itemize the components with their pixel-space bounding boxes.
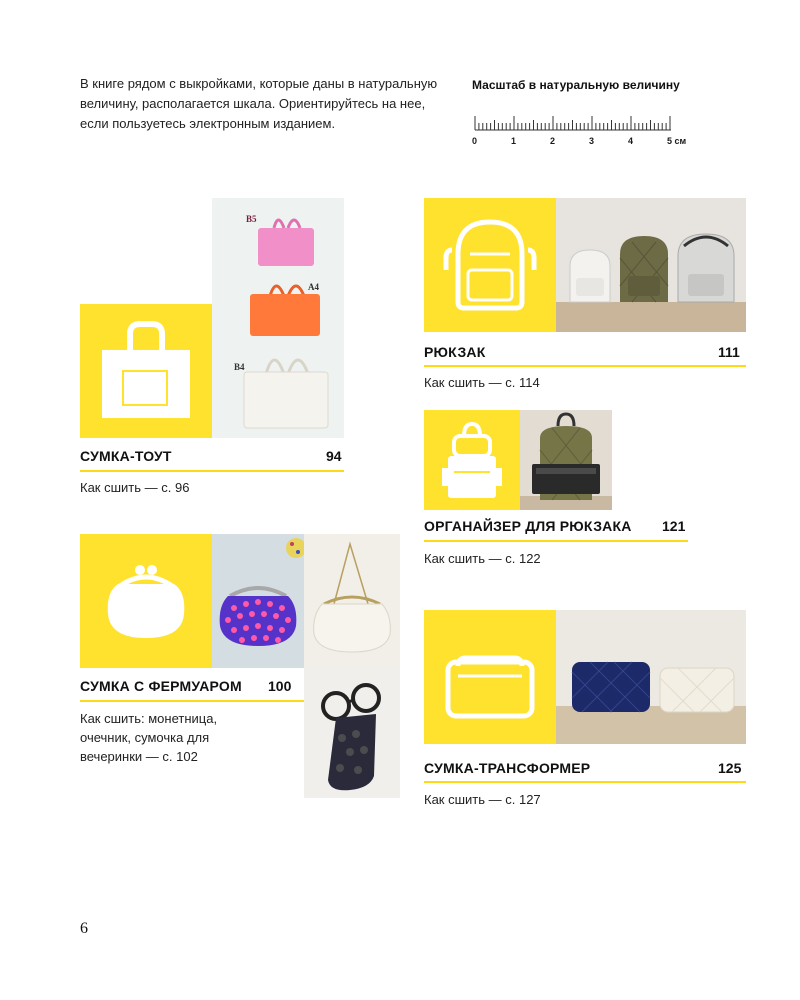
scale-label-3: 3 bbox=[589, 136, 595, 146]
clasp-howto-line-2: очечник, сумочка для bbox=[80, 730, 210, 745]
size-label-b5: B5 bbox=[246, 214, 257, 224]
organizer-title: ОРГАНАЙЗЕР ДЛЯ РЮКЗАКА bbox=[424, 518, 632, 534]
transformer-photo bbox=[556, 610, 746, 744]
backpack-icon bbox=[424, 198, 556, 332]
tote-photo bbox=[212, 198, 344, 438]
size-label-b4: B4 bbox=[234, 362, 245, 372]
shoulder-bag-icon bbox=[424, 610, 556, 744]
clasp-howto-line-1: Как сшить: монетница, bbox=[80, 711, 218, 726]
organizer-howto[interactable]: Как сшить — с. 122 bbox=[424, 551, 541, 566]
tote-title: СУМКА-ТОУТ bbox=[80, 448, 172, 464]
clasp-title: СУМКА С ФЕРМУАРОМ bbox=[80, 678, 242, 694]
backpack-icon-panel bbox=[424, 198, 556, 332]
clasp-purse-icon bbox=[80, 534, 212, 668]
transformer-howto[interactable]: Как сшить — с. 127 bbox=[424, 792, 541, 807]
clasp-photo-evening-bag bbox=[304, 534, 400, 668]
clasp-icon-panel bbox=[80, 534, 212, 668]
clasp-photo-coin-purse bbox=[212, 534, 304, 668]
clasp-photo-glasses-case bbox=[304, 668, 400, 798]
scale-title: Масштаб в натуральную величину bbox=[472, 78, 680, 92]
scale-label-0: 0 bbox=[472, 136, 478, 146]
backpack-howto[interactable]: Как сшить — с. 114 bbox=[424, 375, 540, 390]
transformer-rule bbox=[424, 781, 746, 783]
organizer-icon-panel bbox=[424, 410, 520, 510]
backpack-rule bbox=[424, 365, 746, 367]
scale-ruler bbox=[473, 112, 689, 152]
tote-icon-panel bbox=[80, 304, 212, 438]
backpack-organizer-icon bbox=[424, 410, 520, 510]
backpack-photo bbox=[556, 198, 746, 332]
transformer-page[interactable]: 125 bbox=[718, 760, 742, 776]
scale-label-2: 2 bbox=[550, 136, 556, 146]
tote-howto[interactable]: Как сшить — с. 96 bbox=[80, 480, 190, 495]
clasp-howto-line-3: вечеринки — с. 102 bbox=[80, 749, 198, 764]
size-label-a4: A4 bbox=[308, 282, 319, 292]
backpack-page[interactable]: 111 bbox=[718, 344, 740, 360]
organizer-page[interactable]: 121 bbox=[662, 518, 686, 534]
backpack-title: РЮКЗАК bbox=[424, 344, 486, 360]
tote-rule bbox=[80, 470, 344, 472]
clasp-page[interactable]: 100 bbox=[268, 678, 292, 694]
organizer-rule bbox=[424, 540, 688, 542]
clasp-rule bbox=[80, 700, 304, 702]
intro-text bbox=[80, 74, 450, 134]
ruler-icon bbox=[473, 112, 689, 152]
intro-line-1: В книге рядом с выкройками, которые даны в натуральную bbox=[80, 76, 438, 91]
intro-line-2: величину, располагается шкала. Ориентируйтесь на нее, bbox=[80, 96, 426, 111]
page-number: 6 bbox=[80, 920, 88, 937]
tote-page[interactable]: 94 bbox=[326, 448, 342, 464]
scale-label-1: 1 bbox=[511, 136, 517, 146]
clasp-howto[interactable] bbox=[80, 709, 217, 766]
intro-line-3: если пользуетесь электронным изданием. bbox=[80, 116, 336, 131]
organizer-photo bbox=[520, 410, 612, 510]
transformer-title: СУМКА-ТРАНСФОРМЕР bbox=[424, 760, 591, 776]
transformer-icon-panel bbox=[424, 610, 556, 744]
tote-bag-icon bbox=[80, 304, 212, 438]
scale-label-5: 5 см bbox=[667, 136, 687, 146]
scale-label-4: 4 bbox=[628, 136, 634, 146]
